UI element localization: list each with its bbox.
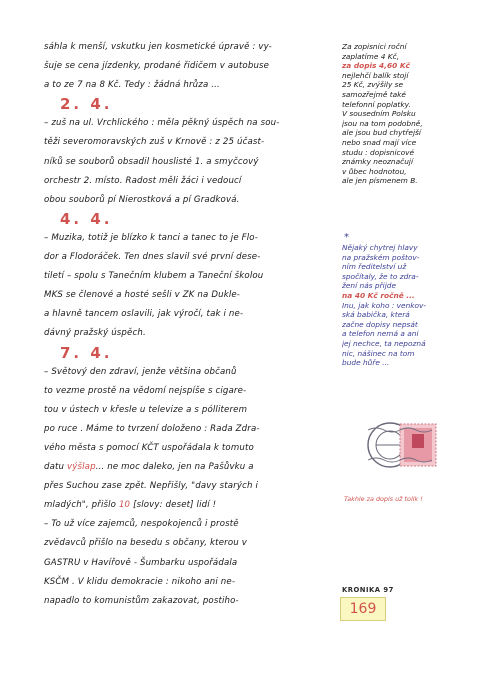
main-text-column [44, 38, 336, 611]
text-line: dor a Flodoráček. Ten dnes slavil své první dese- [44, 252, 261, 263]
text-line: MKS se členové a hosté sešli v ZK na Dukle- [44, 290, 241, 301]
margin-notes-blue [342, 243, 460, 368]
margin-note-line: nebo snad mají více [342, 137, 417, 147]
text-segment: [slovy: deset] lidí ! [130, 500, 217, 511]
margin-note-line: jej nechce, ta nepozná [342, 338, 426, 348]
margin-note-line: na 40 Kč ročně ... [342, 290, 415, 300]
text-line: – Světový den zdraví, jenže většina občanů [44, 366, 237, 377]
margin-note-line: 25 Kč, zvýšily se [342, 80, 404, 90]
text-line: – Muzika, totiž je blízko k tanci a tanec to je Flo- [44, 232, 258, 243]
margin-note-line: známky neoznačují [342, 157, 413, 167]
margin-note-line: jsou na tom podobně, [342, 118, 423, 128]
text-line: – zuš na ul. Vrchlického : měla pěkný úspěch na sou- [44, 118, 280, 129]
margin-note-line: v ůbec hodnotou, [342, 166, 407, 176]
margin-note-line: žení nás přijde [342, 281, 397, 291]
text-line: GASTRU v Havířově - Šumbarku uspořádala [44, 557, 238, 568]
margin-note-line: Inu, jak koho : venkov- [342, 300, 427, 310]
text-line: tiletí – spolu s Tanečním klubem a Taneční školou [44, 271, 264, 282]
text-line: dávný pražský úspěch. [44, 328, 146, 339]
highlighted-word: 10 [118, 500, 131, 511]
margin-note-line: Za zopisnici roční [342, 42, 407, 51]
text-segment: ... ne moc daleko, jen na Pašůvku a [95, 462, 254, 473]
margin-note-line: ale jsou bud chytřejší [342, 128, 421, 138]
text-line: orchestr 2. místo. Radost měli žáci i vedoucí [44, 175, 242, 186]
text-line: těži severomoravských zuš v Krnově : z 25 účast- [44, 137, 265, 148]
margin-note-line: samozřejmě také [342, 89, 406, 99]
text-line: KSČM . V klidu demokracie : nikoho ani ne- [44, 576, 236, 587]
text-line: a to ze 7 na 8 Kč. Tedy : žádná hrůza ... [44, 80, 220, 91]
margin-notes [342, 42, 460, 186]
margin-note-line: ale jen písmenem B. [342, 176, 418, 186]
entry-date: 2. 4. [60, 95, 113, 114]
margin-note-line: bude hůře ... [342, 358, 390, 368]
margin-note-line: nic, nášinec na tom [342, 348, 415, 358]
text-segment: datu [44, 462, 68, 473]
margin-note-line: telefonní poplatky. [342, 99, 411, 109]
text-line: přes Suchou zase zpět. Nepřišly, "davy starých i [44, 481, 258, 492]
margin-note-line: Nějaký chytrej hlavy [342, 243, 418, 252]
text-line: po ruce . Máme to tvrzení doloženo : Rada Zdra- [44, 423, 260, 434]
text-line: zvědavců přišlo na besedu s občany, kterou v [44, 538, 247, 549]
text-segment: mladých", přišlo [44, 500, 119, 511]
text-line: a hlavně tancem oslavili, jak výročí, tak i ne- [44, 309, 244, 320]
text-line: – To už více zajemců, nespokojenců i prostě [44, 519, 239, 530]
margin-note-line: spočítaly, že to zdra- [342, 271, 419, 281]
postmark-stamp-icon [366, 416, 442, 474]
asterisk-mark: * [344, 232, 349, 243]
text-line: šuje se cena jízdenky, prodané řidičem v autobuse [44, 61, 270, 72]
stamp-caption: Takhle za dopis už tolik ! [344, 495, 423, 503]
margin-note-line: zaplatíme 4 Kč, [342, 51, 400, 61]
margin-note-line: studu : dopisnicové [342, 147, 415, 157]
margin-note-line: za dopis 4,60 Kč [342, 61, 410, 71]
text-line: sáhla k menší, vskutku jen kosmetické úpravě : vy- [44, 42, 272, 52]
margin-note-line: a telefon nemá a ani [342, 329, 419, 339]
entry-date: 7. 4. [60, 343, 113, 362]
text-line [44, 458, 336, 477]
margin-note-line: na pražském poštov- [342, 252, 420, 262]
highlighted-word: výšlap [67, 462, 96, 473]
text-line: níků se souborů obsadil houslisté 1. a smyčcový [44, 156, 259, 167]
entry-date: 4. 4. [60, 209, 113, 228]
margin-note-line: nejlehčí balík stojí [342, 70, 409, 80]
text-line [44, 496, 336, 515]
text-line: obou souborů pí Nierostková a pí Gradková. [44, 194, 240, 205]
text-line: to vezme prostě na vědomí nejspíše s cigare- [44, 385, 247, 396]
postage-stamp [366, 416, 442, 474]
text-line: napadlo to komunistům zakazovat, postiho- [44, 595, 239, 606]
text-line: tou v ústech v křesle u televize a s pólliterem [44, 404, 248, 415]
margin-note-line: ská babička, která [342, 310, 410, 320]
chronicle-label: KRONIKA 97 [342, 586, 394, 594]
margin-note-line: ním ředitelství už [342, 262, 407, 272]
page-number: 169 [340, 597, 386, 621]
margin-note-line: V sousedním Polsku [342, 109, 416, 119]
text-line: vého města s pomocí KČT uspořádala k tomuto [44, 442, 254, 453]
margin-note-line: začne dopisy nepsát [342, 319, 418, 329]
